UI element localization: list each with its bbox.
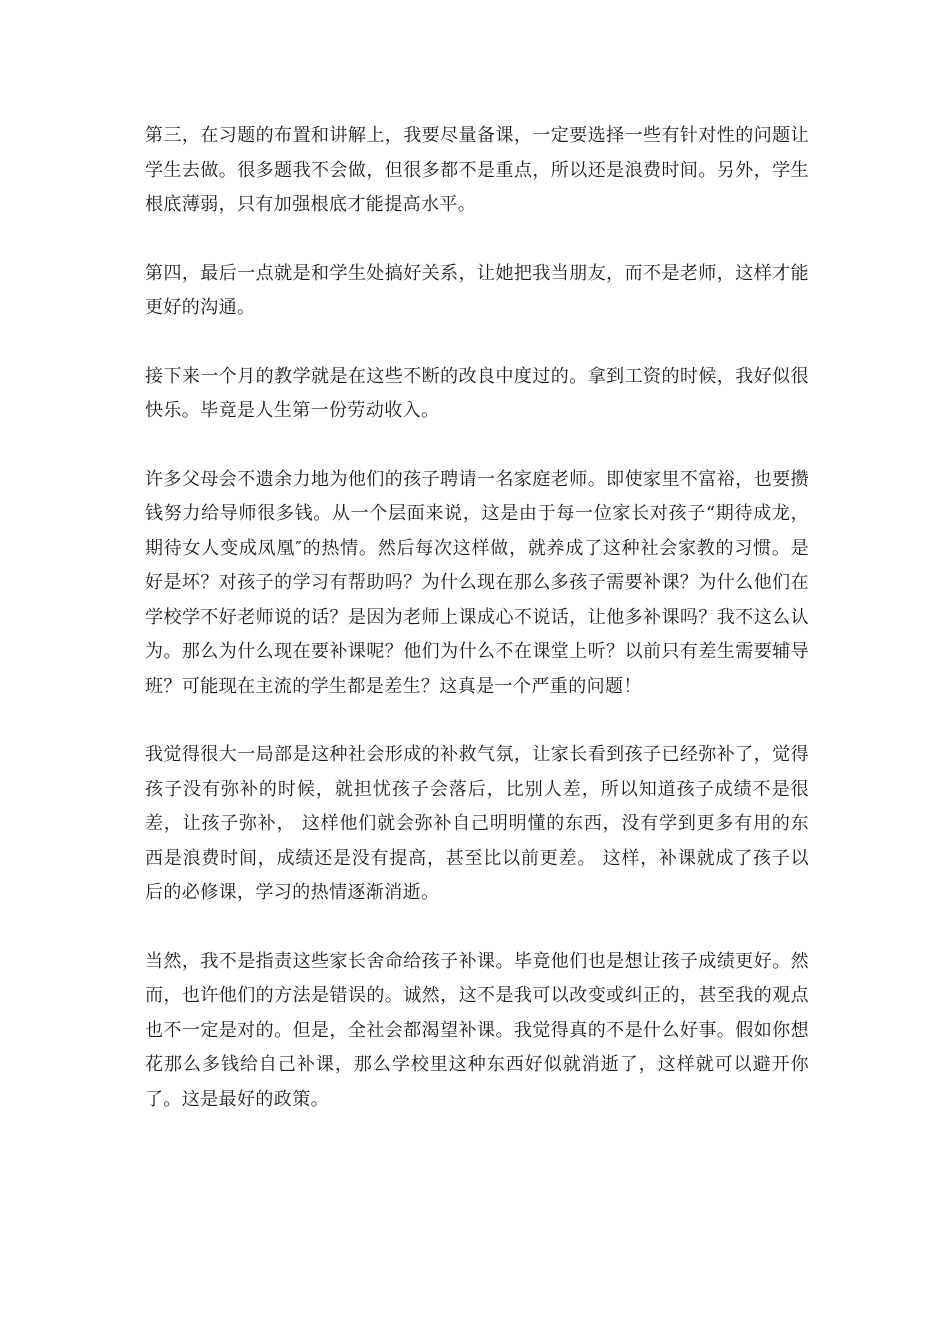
paragraph-following-month: 接下来一个月的教学就是在这些不断的改良中度过的。拿到工资的时候，我好似很快乐。毕竟是人生第一份劳动收入。 [145,365,809,421]
paragraph-remedial-atmosphere: 我觉得很大一局部是这种社会形成的补救气氛，让家长看到孩子已经弥补了，觉得孩子没有弥补的时候，就担忧孩子会落后，比别人差，所以知道孩子成绩不是很差，让孩子弥补， 这样他们就会弥补自己明明懂的东西，没有学到更多有用的东西是浪费时间，成绩还是没有提高，甚至比以前更差。 这样，补课就成了孩子以后的必修课，学习的热情逐渐消逝。 [145,744,809,903]
paragraph-third-point: 第三，在习题的布置和讲解上，我要尽量备课，一定要选择一些有针对性的问题让学生去做。很多题我不会做，但很多都不是重点，所以还是浪费时间。另外，学生根底薄弱，只有加强根底才能提高水平。 [145,125,809,215]
paragraph-fourth-point: 第四，最后一点就是和学生处搞好关系，让她把我当朋友，而不是老师，这样才能更好的沟通。 [145,262,809,318]
document-body [145,119,809,1117]
paragraph-parents-tutoring: 许多父母会不遗余力地为他们的孩子聘请一名家庭老师。即使家里不富裕，也要攒钱努力给导师很多钱。从一个层面来说，这是由于每一位家长对孩子“期待成龙，期待女人变成凤凰″的热情。然后每次这样做，就养成了这种社会家教的习惯。是好是坏？对孩子的学习有帮助吗？为什么现在那么多孩子需要补课？为什么他们在学校学不好老师说的话？是因为老师上课成心不说话，让他多补课吗？我不这么认为。那么为什么现在要补课呢？他们为什么不在课堂上听？以前只有差生需要辅导班？可能现在主流的学生都是差生？这真是一个严重的问题！ [145,468,809,697]
paragraph-conclusion: 当然，我不是指责这些家长舍命给孩子补课。毕竟他们也是想让孩子成绩更好。然而，也许他们的方法是错误的。诚然，这不是我可以改变或纠正的，甚至我的观点也不一定是对的。但是，全社会都渴望补课。我觉得真的不是什么好事。假如你想花那么多钱给自己补课，那么学校里这种东西好似就消逝了，这样就可以避开你了。这是最好的政策。 [145,950,809,1110]
